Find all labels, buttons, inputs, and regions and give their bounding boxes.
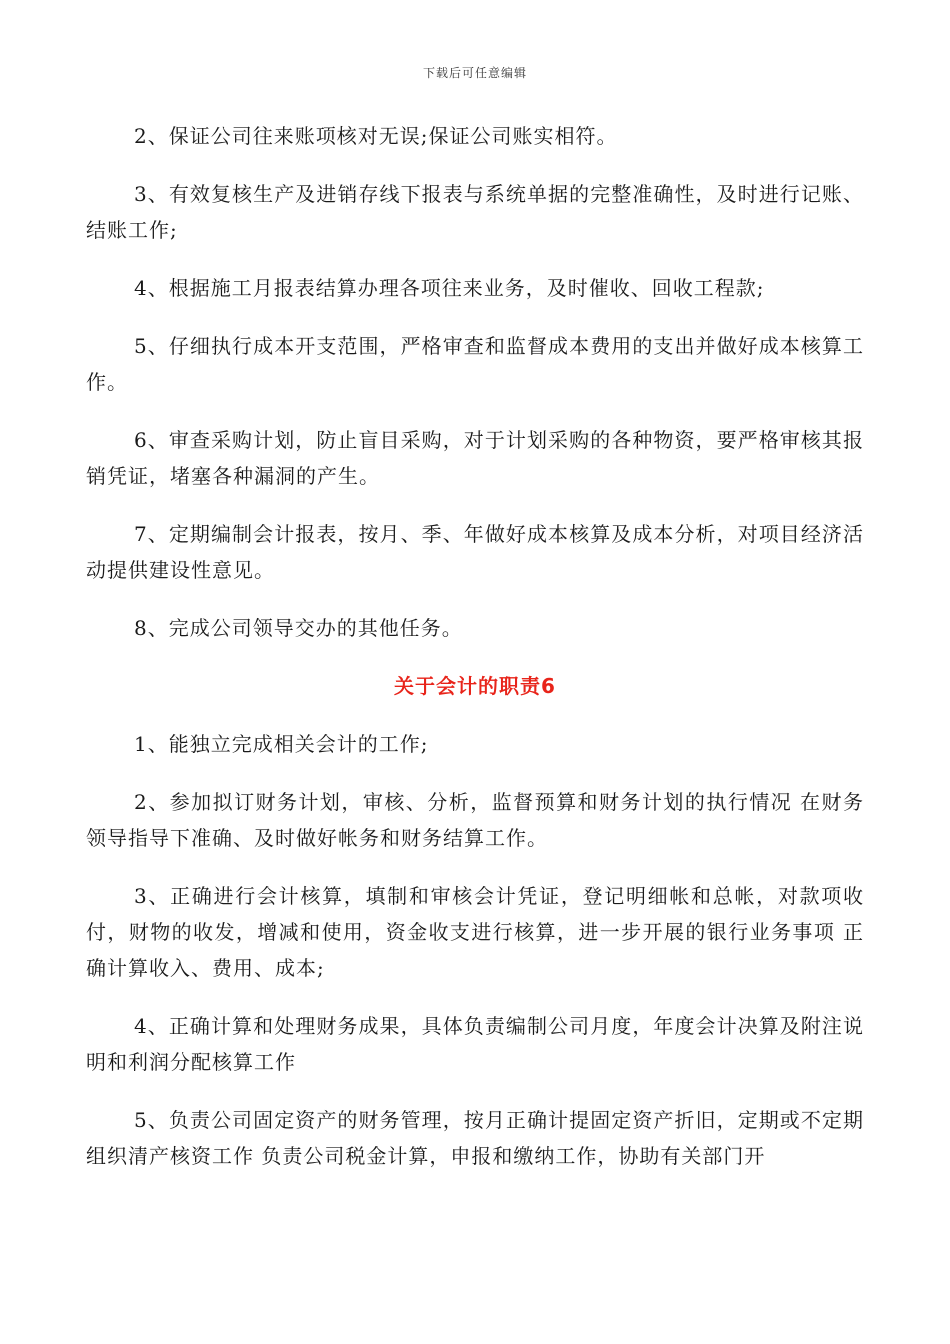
paragraph: 3、正确进行会计核算，填制和审核会计凭证，登记明细帐和总帐，对款项收付，财物的收发，增减和使用，资金收支进行核算，进一步开展的银行业务事项 正确计算收入、费用、成本;	[86, 884, 864, 980]
paragraph: 6、审查采购计划，防止盲目采购，对于计划采购的各种物资，要严格审核其报销凭证，堵塞各种漏洞的产生。	[86, 428, 864, 488]
paragraph: 2、保证公司往来账项核对无误;保证公司账实相符。	[134, 124, 618, 148]
paragraph: 2、参加拟订财务计划，审核、分析，监督预算和财务计划的执行情况 在财务领导指导下准确、及时做好帐务和财务结算工作。	[86, 790, 864, 850]
page-header: 下载后可任意编辑	[422, 66, 527, 80]
paragraph: 3、有效复核生产及进销存线下报表与系统单据的完整准确性，及时进行记账、结账工作;	[86, 182, 864, 242]
paragraph: 1、能独立完成相关会计的工作;	[134, 732, 429, 756]
paragraph: 8、完成公司领导交办的其他任务。	[134, 616, 463, 640]
paragraph: 5、负责公司固定资产的财务管理，按月正确计提固定资产折旧，定期或不定期组织清产核资工作 负责公司税金计算，申报和缴纳工作，协助有关部门开	[86, 1108, 864, 1168]
paragraph: 7、定期编制会计报表，按月、季、年做好成本核算及成本分析，对项目经济活动提供建设性意见。	[86, 522, 864, 582]
paragraph: 4、根据施工月报表结算办理各项往来业务，及时催收、回收工程款;	[134, 276, 765, 300]
paragraph: 5、仔细执行成本开支范围，严格审查和监督成本费用的支出并做好成本核算工作。	[86, 334, 864, 394]
paragraph: 4、正确计算和处理财务成果，具体负责编制公司月度，年度会计决算及附注说明和利润分配核算工作	[86, 1014, 864, 1074]
section-title: 关于会计的职责6	[394, 674, 556, 698]
document-body	[86, 118, 864, 1196]
